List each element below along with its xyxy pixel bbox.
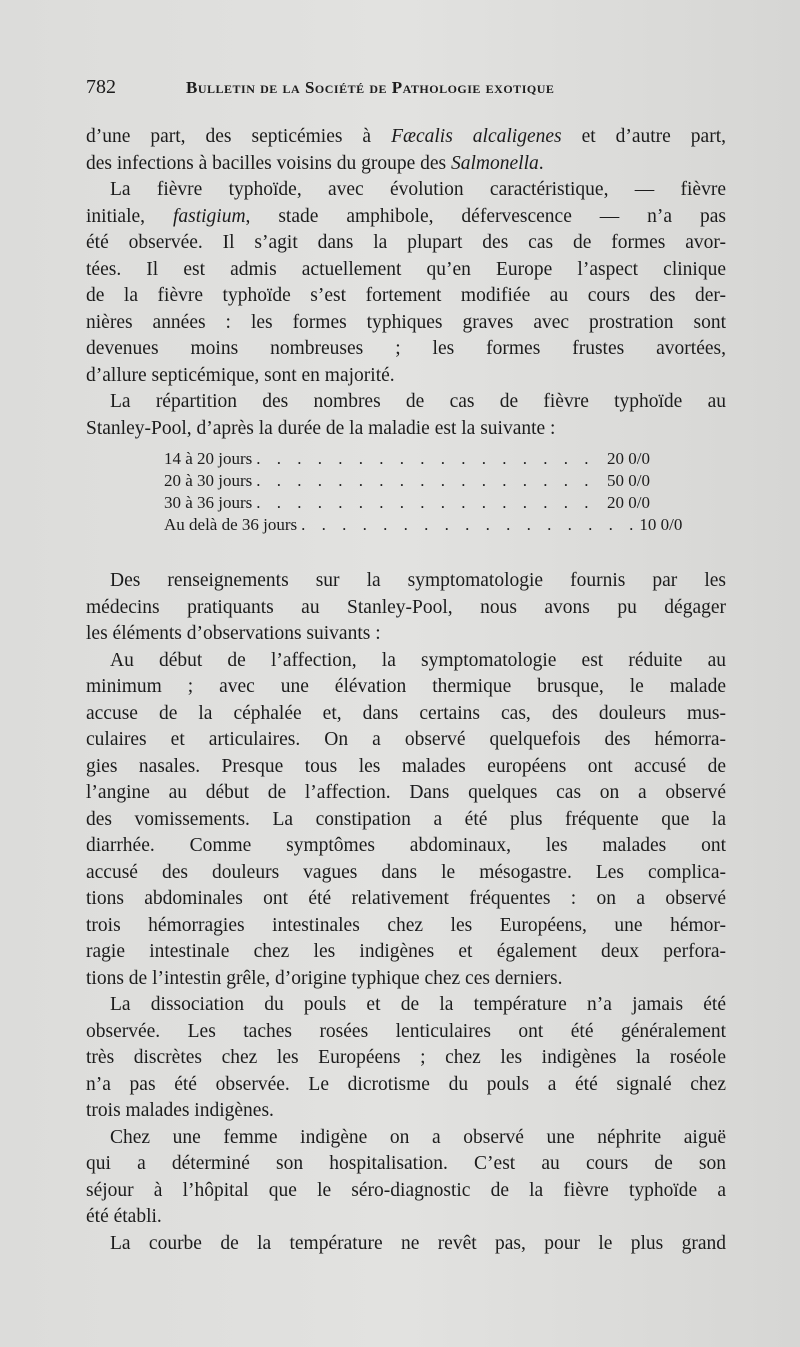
text-line: tées. Il est admis actuellement qu’en Europe l’aspect clinique <box>86 258 726 280</box>
table-row <box>164 492 650 514</box>
text-line: trois malades indigènes. <box>86 1100 274 1121</box>
text-line <box>86 124 726 151</box>
text-line: Des renseignements sur la symptomatologie fournis par les <box>110 570 726 591</box>
page-number: 782 <box>86 76 116 98</box>
leader-dots: . . . . . . . . . . . . . . . . . <box>256 471 595 490</box>
text-line <box>86 151 726 178</box>
text-run: des infections à bacilles voisins du groupe des <box>86 152 452 174</box>
text-line: les éléments d’observations suivants : <box>86 623 381 644</box>
text-line: tions abdominales ont été relativement fréquentes : on a observé <box>86 888 726 909</box>
table-row <box>164 514 683 536</box>
text-run: initiale, <box>86 205 173 227</box>
text-line: culaires et articulaires. On a observé quelquefois des hémorra- <box>86 729 726 750</box>
leader-dots: . . . . . . . . . . . . . . . . . <box>256 449 595 468</box>
table-row <box>164 470 650 492</box>
text-line: La fièvre typhoïde, avec évolution caractéristique, — fièvre <box>110 179 726 200</box>
text-line: n’a pas été observée. Le dicrotisme du pouls a été signalé chez <box>86 1073 726 1095</box>
percentage-value: 50 0/0 <box>607 471 650 490</box>
text-line: Chez une femme indigène on a observé une néphrite aiguë <box>110 1126 726 1148</box>
text-line: diarrhée. Comme symptômes abdominaux, les malades ont <box>86 835 726 856</box>
text-line: La dissociation du pouls et de la température n’a jamais été <box>110 994 726 1015</box>
genus-name: Salmonella <box>451 152 539 174</box>
text-line: très discrètes chez les Européens ; chez les indigènes la roséole <box>86 1047 726 1068</box>
text-line: La répartition des nombres de cas de fièvre typhoïde au <box>110 391 726 412</box>
text-line: accuse de la céphalée et, dans certains cas, des douleurs mus- <box>86 702 726 724</box>
percentage-value: 10 0/0 <box>639 515 683 534</box>
text-line: qui a déterminé son hospitalisation. C’est au cours de son <box>86 1153 726 1174</box>
text-line: ragie intestinale chez les indigènes et également deux perfora- <box>86 941 726 962</box>
duration-table <box>86 448 726 536</box>
text-run: d’une part, des septicémies à <box>86 126 392 147</box>
text-line: devenues moins nombreuses ; les formes frustes avortées, <box>86 338 726 359</box>
text-line: gies nasales. Presque tous les malades européens ont accusé de <box>86 755 726 777</box>
species-name: Fæcalis alcaligenes <box>391 126 562 147</box>
text-line: minimum ; avec une élévation thermique brusque, le malade <box>86 676 726 697</box>
running-title: Bulletin de la Société de Pathologie exotique <box>186 78 555 97</box>
text-line: médecins pratiquants au Stanley-Pool, nous avons pu dégager <box>86 596 726 618</box>
text-line: Au début de l’affection, la symptomatologie est réduite au <box>110 649 726 671</box>
text-line: accusé des douleurs vagues dans le mésogastre. Les complica- <box>86 861 726 883</box>
paragraph-5 <box>86 648 726 993</box>
duration-label: 14 à 20 jours <box>164 449 253 468</box>
text-line: tions de l’intestin grêle, d’origine typhique chez ces derniers. <box>86 967 563 989</box>
paragraph-6 <box>86 992 726 1125</box>
latin-term: fastigium <box>172 205 246 227</box>
page-header <box>86 76 726 104</box>
paragraph-3 <box>86 389 726 442</box>
text-line: nières années : les formes typhiques graves avec prostration sont <box>86 311 726 333</box>
body-text <box>86 124 726 1257</box>
percentage-value: 20 0/0 <box>607 493 650 512</box>
duration-label: 20 à 30 jours <box>164 471 253 490</box>
text-line: trois hémorragies intestinales chez les Européens, une hémor- <box>86 914 726 936</box>
text-line: Stanley-Pool, d’après la durée de la maladie est la suivante : <box>86 417 556 439</box>
text-run: . <box>538 152 544 174</box>
text-line <box>86 204 726 231</box>
paragraph-2 <box>86 177 726 389</box>
paragraph-4 <box>86 568 726 648</box>
text-run: et d’autre part, <box>561 126 726 147</box>
percentage-value: 20 0/0 <box>607 449 650 468</box>
duration-label: 30 à 36 jours <box>164 493 253 512</box>
paragraph-1 <box>86 124 726 177</box>
text-line: d’allure septicémique, sont en majorité. <box>86 364 395 386</box>
text-run: , stade amphibole, défervescence — n’a pas <box>245 205 726 227</box>
paragraph-gap <box>86 538 726 568</box>
text-line: observée. Les taches rosées lenticulaires ont été généralement <box>86 1020 726 1042</box>
text-line: séjour à l’hôpital que le séro-diagnostic de la fièvre typhoïde a <box>86 1179 726 1201</box>
text-line: La courbe de la température ne revêt pas, pour le plus grand <box>110 1232 726 1254</box>
text-line: l’angine au début de l’affection. Dans quelques cas on a observé <box>86 782 726 803</box>
paragraph-7 <box>86 1125 726 1231</box>
paragraph-8 <box>86 1231 726 1258</box>
text-line: de la fièvre typhoïde s’est fortement modifiée au cours des der- <box>86 285 726 306</box>
leader-dots: . . . . . . . . . . . . . . . . . <box>301 515 640 534</box>
leader-dots: . . . . . . . . . . . . . . . . . <box>256 493 595 512</box>
table-row <box>164 448 650 470</box>
text-line: été observée. Il s’agit dans la plupart des cas de formes avor- <box>86 232 726 253</box>
text-line: des vomissements. La constipation a été plus fréquente que la <box>86 808 726 830</box>
duration-label: Au delà de 36 jours <box>164 515 298 534</box>
text-line: été établi. <box>86 1206 162 1227</box>
